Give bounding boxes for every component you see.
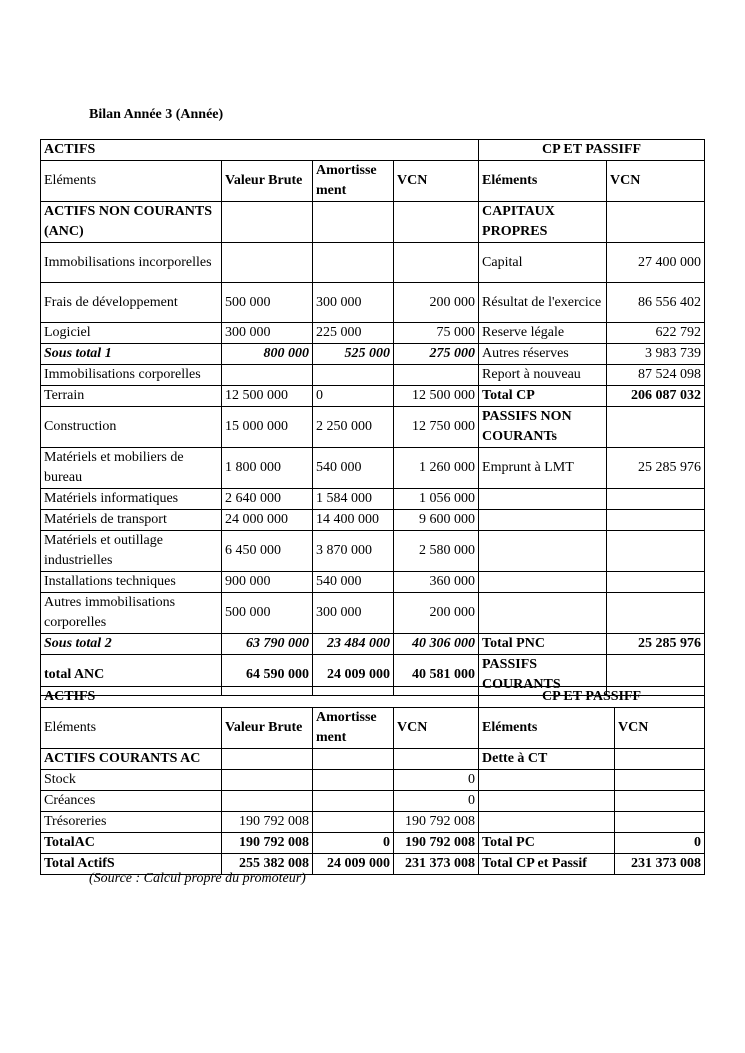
cell-amortissement <box>313 365 394 386</box>
cell-passif-element: Total CP et Passif <box>479 854 615 875</box>
cell-passif-element: Emprunt à LMT <box>479 448 607 489</box>
cell-valeur-brute: 190 792 008 <box>222 812 313 833</box>
source-note: (Source : Calcul propre du promoteur) <box>89 871 306 886</box>
cell-valeur-brute: 800 000 <box>222 344 313 365</box>
cell-amortissement: 24 009 000 <box>313 655 394 696</box>
table-row <box>41 812 705 833</box>
cell-valeur-brute: 1 800 000 <box>222 448 313 489</box>
table-row <box>41 202 705 243</box>
cell-passif-vcn: 622 792 <box>607 323 705 344</box>
cell-vcn: 9 600 000 <box>394 510 479 531</box>
cell-amortissement: 1 584 000 <box>313 489 394 510</box>
cell-amortissement: 2 250 000 <box>313 407 394 448</box>
cell-valeur-brute: 12 500 000 <box>222 386 313 407</box>
cell-valeur-brute: 190 792 008 <box>222 833 313 854</box>
cell-amortissement <box>313 243 394 283</box>
cell-passif-element <box>479 791 615 812</box>
cell-valeur-brute: 15 000 000 <box>222 407 313 448</box>
cell-vcn: 40 581 000 <box>394 655 479 696</box>
cell-valeur-brute: 64 590 000 <box>222 655 313 696</box>
cell-passif-element <box>479 770 615 791</box>
cell-passif-vcn: 86 556 402 <box>607 283 705 323</box>
cell-valeur-brute <box>222 243 313 283</box>
table-row <box>41 593 705 634</box>
cell-amortissement: 0 <box>313 833 394 854</box>
table-row <box>41 510 705 531</box>
cell-valeur-brute: 6 450 000 <box>222 531 313 572</box>
cell-amortissement: 300 000 <box>313 593 394 634</box>
cell-element: Matériels informatiques <box>41 489 222 510</box>
table-row <box>41 833 705 854</box>
col-valeur-brute-header: Valeur Brute <box>222 161 313 202</box>
cell-element: Installations techniques <box>41 572 222 593</box>
cell-amortissement: 23 484 000 <box>313 634 394 655</box>
cell-passif-vcn <box>607 531 705 572</box>
cell-vcn: 0 <box>394 770 479 791</box>
cell-passif-vcn: 231 373 008 <box>615 854 705 875</box>
bilan-table-courants <box>40 686 705 875</box>
cell-vcn: 2 580 000 <box>394 531 479 572</box>
cell-amortissement: 3 870 000 <box>313 531 394 572</box>
cell-vcn: 12 500 000 <box>394 386 479 407</box>
col-vcn-header: VCN <box>394 161 479 202</box>
cell-element: Trésoreries <box>41 812 222 833</box>
cell-passif-element: Dette à CT <box>479 749 615 770</box>
cell-amortissement <box>313 791 394 812</box>
cell-passif-vcn <box>607 593 705 634</box>
cell-element: Immobilisations corporelles <box>41 365 222 386</box>
cell-amortissement: 14 400 000 <box>313 510 394 531</box>
cell-passif-vcn <box>615 749 705 770</box>
cell-valeur-brute: 24 000 000 <box>222 510 313 531</box>
cell-valeur-brute: 255 382 008 <box>222 854 313 875</box>
cell-element: Logiciel <box>41 323 222 344</box>
cell-passif-element: Report à nouveau <box>479 365 607 386</box>
cell-vcn: 200 000 <box>394 283 479 323</box>
cell-passif-element: Total PNC <box>479 634 607 655</box>
cell-passif-element: Total CP <box>479 386 607 407</box>
cell-element: TotalAC <box>41 833 222 854</box>
cell-valeur-brute: 900 000 <box>222 572 313 593</box>
cell-passif-element: Capital <box>479 243 607 283</box>
cell-passif-vcn: 3 983 739 <box>607 344 705 365</box>
cell-amortissement: 540 000 <box>313 572 394 593</box>
cell-passif-element <box>479 489 607 510</box>
cell-element: Construction <box>41 407 222 448</box>
table-row <box>41 749 705 770</box>
cell-valeur-brute: 300 000 <box>222 323 313 344</box>
cell-element: ACTIFS NON COURANTS (ANC) <box>41 202 222 243</box>
table-row <box>41 344 705 365</box>
table-row <box>41 791 705 812</box>
table-row <box>41 283 705 323</box>
cell-valeur-brute <box>222 749 313 770</box>
col-elements-header: Eléments <box>41 708 222 749</box>
cell-passif-element: CAPITAUX PROPRES <box>479 202 607 243</box>
cell-element: Frais de développement <box>41 283 222 323</box>
cell-valeur-brute <box>222 791 313 812</box>
cell-element: Stock <box>41 770 222 791</box>
table-row <box>41 365 705 386</box>
col-passif-elements-header: Eléments <box>479 161 607 202</box>
cell-element: ACTIFS COURANTS AC <box>41 749 222 770</box>
cell-vcn <box>394 365 479 386</box>
col-passif-vcn-header: VCN <box>607 161 705 202</box>
cell-passif-vcn: 25 285 976 <box>607 634 705 655</box>
cell-amortissement: 225 000 <box>313 323 394 344</box>
page-title: Bilan Année 3 (Année) <box>89 107 224 122</box>
cell-passif-element: Reserve légale <box>479 323 607 344</box>
cell-amortissement: 24 009 000 <box>313 854 394 875</box>
cell-vcn: 275 000 <box>394 344 479 365</box>
passif-header: CP ET PASSIFF <box>479 687 705 708</box>
bilan-table-non-courants <box>40 139 705 696</box>
cell-passif-vcn <box>607 407 705 448</box>
cell-passif-element <box>479 572 607 593</box>
cell-vcn: 75 000 <box>394 323 479 344</box>
table-body <box>41 202 705 696</box>
cell-amortissement: 0 <box>313 386 394 407</box>
col-elements-header: Eléments <box>41 161 222 202</box>
cell-vcn: 40 306 000 <box>394 634 479 655</box>
cell-passif-element <box>479 510 607 531</box>
cell-passif-vcn: 25 285 976 <box>607 448 705 489</box>
table-body <box>41 749 705 875</box>
cell-amortissement <box>313 749 394 770</box>
cell-vcn: 190 792 008 <box>394 833 479 854</box>
cell-vcn <box>394 243 479 283</box>
table-row <box>41 489 705 510</box>
table-row <box>41 243 705 283</box>
table-row <box>41 770 705 791</box>
cell-vcn: 1 260 000 <box>394 448 479 489</box>
col-passif-vcn-header: VCN <box>615 708 705 749</box>
actifs-header: ACTIFS <box>41 687 479 708</box>
cell-passif-vcn: 206 087 032 <box>607 386 705 407</box>
cell-passif-vcn <box>615 812 705 833</box>
table-row <box>41 448 705 489</box>
col-amortissement-header: Amortisse ment <box>313 161 394 202</box>
cell-passif-element <box>479 812 615 833</box>
col-amortissement-header: Amortisse ment <box>313 708 394 749</box>
cell-element: Sous total 2 <box>41 634 222 655</box>
cell-amortissement: 300 000 <box>313 283 394 323</box>
cell-passif-element: PASSIFS COURANTS <box>479 655 607 696</box>
cell-element: Matériels de transport <box>41 510 222 531</box>
cell-element: Terrain <box>41 386 222 407</box>
table-row <box>41 386 705 407</box>
cell-amortissement <box>313 770 394 791</box>
table-row <box>41 531 705 572</box>
cell-valeur-brute: 500 000 <box>222 283 313 323</box>
cell-element: total ANC <box>41 655 222 696</box>
cell-passif-vcn <box>607 510 705 531</box>
cell-passif-element: Autres réserves <box>479 344 607 365</box>
cell-passif-vcn: 87 524 098 <box>607 365 705 386</box>
cell-vcn: 1 056 000 <box>394 489 479 510</box>
cell-passif-vcn <box>615 791 705 812</box>
cell-valeur-brute <box>222 770 313 791</box>
cell-passif-element: Total PC <box>479 833 615 854</box>
cell-valeur-brute <box>222 365 313 386</box>
cell-passif-element <box>479 593 607 634</box>
cell-passif-element <box>479 531 607 572</box>
cell-amortissement <box>313 812 394 833</box>
cell-vcn: 231 373 008 <box>394 854 479 875</box>
col-valeur-brute-header: Valeur Brute <box>222 708 313 749</box>
cell-amortissement: 525 000 <box>313 344 394 365</box>
cell-vcn <box>394 202 479 243</box>
cell-vcn <box>394 749 479 770</box>
cell-valeur-brute: 63 790 000 <box>222 634 313 655</box>
cell-valeur-brute: 2 640 000 <box>222 489 313 510</box>
cell-element: Créances <box>41 791 222 812</box>
cell-vcn: 200 000 <box>394 593 479 634</box>
cell-valeur-brute <box>222 202 313 243</box>
cell-passif-vcn: 0 <box>615 833 705 854</box>
cell-element: Matériels et mobiliers de bureau <box>41 448 222 489</box>
cell-passif-vcn: 27 400 000 <box>607 243 705 283</box>
col-vcn-header: VCN <box>394 708 479 749</box>
cell-passif-vcn <box>607 489 705 510</box>
table-row <box>41 323 705 344</box>
cell-vcn: 360 000 <box>394 572 479 593</box>
cell-passif-vcn <box>607 572 705 593</box>
cell-passif-element: Résultat de l'exercice <box>479 283 607 323</box>
cell-amortissement: 540 000 <box>313 448 394 489</box>
passif-header: CP ET PASSIFF <box>479 140 705 161</box>
table-row <box>41 572 705 593</box>
cell-element: Immobilisations incorporelles <box>41 243 222 283</box>
cell-passif-vcn <box>607 202 705 243</box>
cell-vcn: 12 750 000 <box>394 407 479 448</box>
cell-valeur-brute: 500 000 <box>222 593 313 634</box>
cell-element: Autres immobilisations corporelles <box>41 593 222 634</box>
cell-amortissement <box>313 202 394 243</box>
col-passif-elements-header: Eléments <box>479 708 615 749</box>
cell-element: Sous total 1 <box>41 344 222 365</box>
cell-passif-vcn <box>615 770 705 791</box>
table-row <box>41 407 705 448</box>
actifs-header: ACTIFS <box>41 140 479 161</box>
cell-vcn: 0 <box>394 791 479 812</box>
cell-element: Total ActifS <box>41 854 222 875</box>
table-row <box>41 634 705 655</box>
cell-vcn: 190 792 008 <box>394 812 479 833</box>
cell-element: Matériels et outillage industrielles <box>41 531 222 572</box>
cell-passif-element: PASSIFS NON COURANTs <box>479 407 607 448</box>
